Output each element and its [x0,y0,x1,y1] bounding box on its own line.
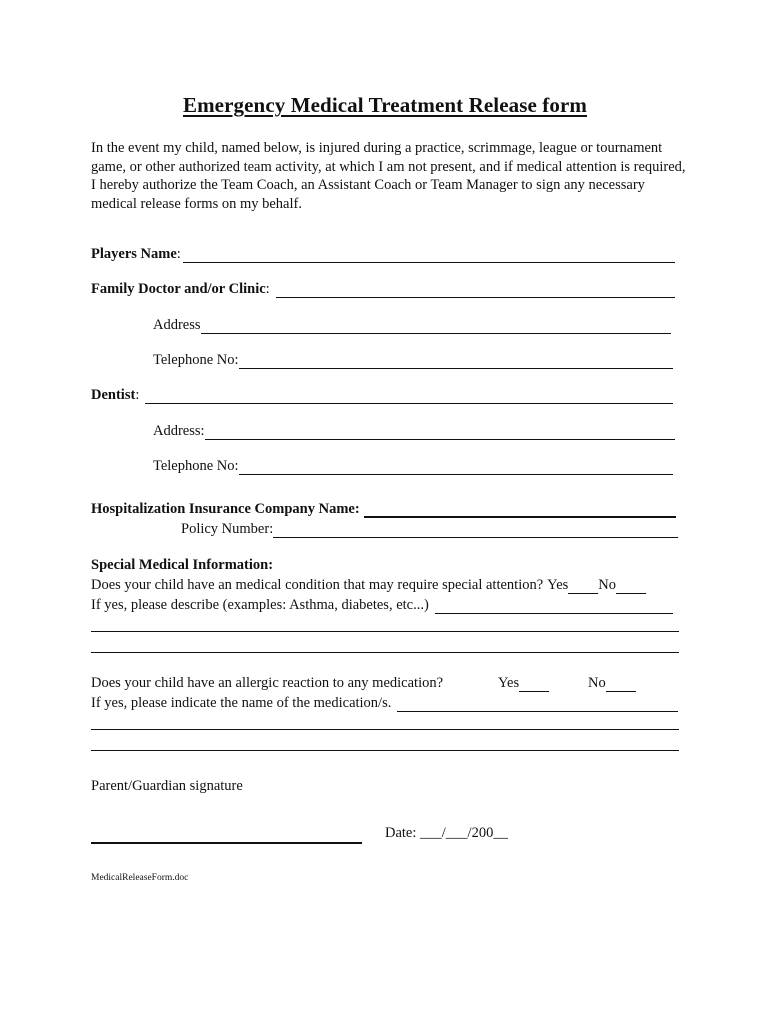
intro-paragraph: In the event my child, named below, is injured during a practice, scrimmage, league or tournament game, or other authorized team activity, at which I am not present, and if medical attention is required, I hereby authorize the Team Coach, an Assistant Coach or Team Manager to sign any necessary medical release forms on my behalf. [91,140,686,212]
footer-filename: MedicalReleaseForm.doc [91,873,189,883]
players-name-row [91,246,675,263]
signature-field[interactable] [91,842,362,844]
dentist-address-label: Address: [153,423,205,439]
medical-condition-no-field[interactable] [616,580,646,594]
medical-condition-question-row [91,577,646,594]
form-title: Emergency Medical Treatment Release form [182,93,588,117]
allergy-question-row [91,675,443,692]
family-doctor-row [91,281,675,298]
medical-condition-extra-line-1[interactable] [91,631,679,632]
allergy-no-label: No [588,675,606,691]
insurance-field[interactable] [364,503,676,518]
allergy-yes-group [498,675,549,692]
family-doctor-label: Family Doctor and/or Clinic [91,281,266,297]
players-name-label: Players Name [91,246,177,262]
allergy-yes-label: Yes [498,675,520,691]
medical-condition-extra-line-2[interactable] [91,652,679,653]
dentist-address-field[interactable] [205,426,675,440]
dentist-row [91,387,673,404]
medical-condition-no-label: No [598,577,617,593]
dentist-telephone-field[interactable] [239,461,673,475]
special-medical-heading: Special Medical Information: [91,557,274,573]
doctor-address-row [153,317,671,334]
medical-condition-describe-field[interactable] [435,600,673,614]
doctor-telephone-row [153,352,673,369]
family-doctor-colon: : [265,281,270,297]
medication-name-row [91,695,678,712]
insurance-row [91,501,676,518]
medication-extra-line-2[interactable] [91,750,679,751]
medical-condition-describe-label: If yes, please describe (examples: Asthma, diabetes, etc...) [91,597,429,613]
dentist-field[interactable] [145,390,673,404]
players-name-field[interactable] [183,249,675,263]
doctor-address-field[interactable] [201,320,671,334]
medication-name-label: If yes, please indicate the name of the medication/s. [91,695,392,711]
signature-label: Parent/Guardian signature [91,778,243,794]
medication-extra-line-1[interactable] [91,729,679,730]
allergy-yes-field[interactable] [519,678,549,692]
dentist-label: Dentist [91,387,136,403]
allergy-no-field[interactable] [606,678,636,692]
medication-name-field[interactable] [397,698,678,712]
policy-number-field[interactable] [273,524,678,538]
dentist-telephone-row [153,458,673,475]
dentist-address-row [153,423,675,440]
allergy-no-group [588,675,636,692]
medical-condition-yes-label: Yes [547,577,569,593]
family-doctor-field[interactable] [276,284,675,298]
medical-condition-describe-row [91,597,673,614]
insurance-label: Hospitalization Insurance Company Name: [91,501,360,517]
medical-condition-question: Does your child have an medical condition that may require special attention? [91,577,544,593]
doctor-address-label: Address [153,317,201,333]
policy-number-label: Policy Number: [181,521,274,537]
dentist-colon: : [135,387,140,403]
doctor-telephone-label: Telephone No: [153,352,239,368]
doctor-telephone-field[interactable] [239,355,673,369]
players-name-colon: : [176,246,181,262]
medical-condition-yes-field[interactable] [568,580,598,594]
date-field[interactable]: Date: ___/___/200__ [385,825,508,841]
policy-number-row [181,521,678,538]
dentist-telephone-label: Telephone No: [153,458,239,474]
allergy-question: Does your child have an allergic reaction to any medication? [91,675,444,691]
